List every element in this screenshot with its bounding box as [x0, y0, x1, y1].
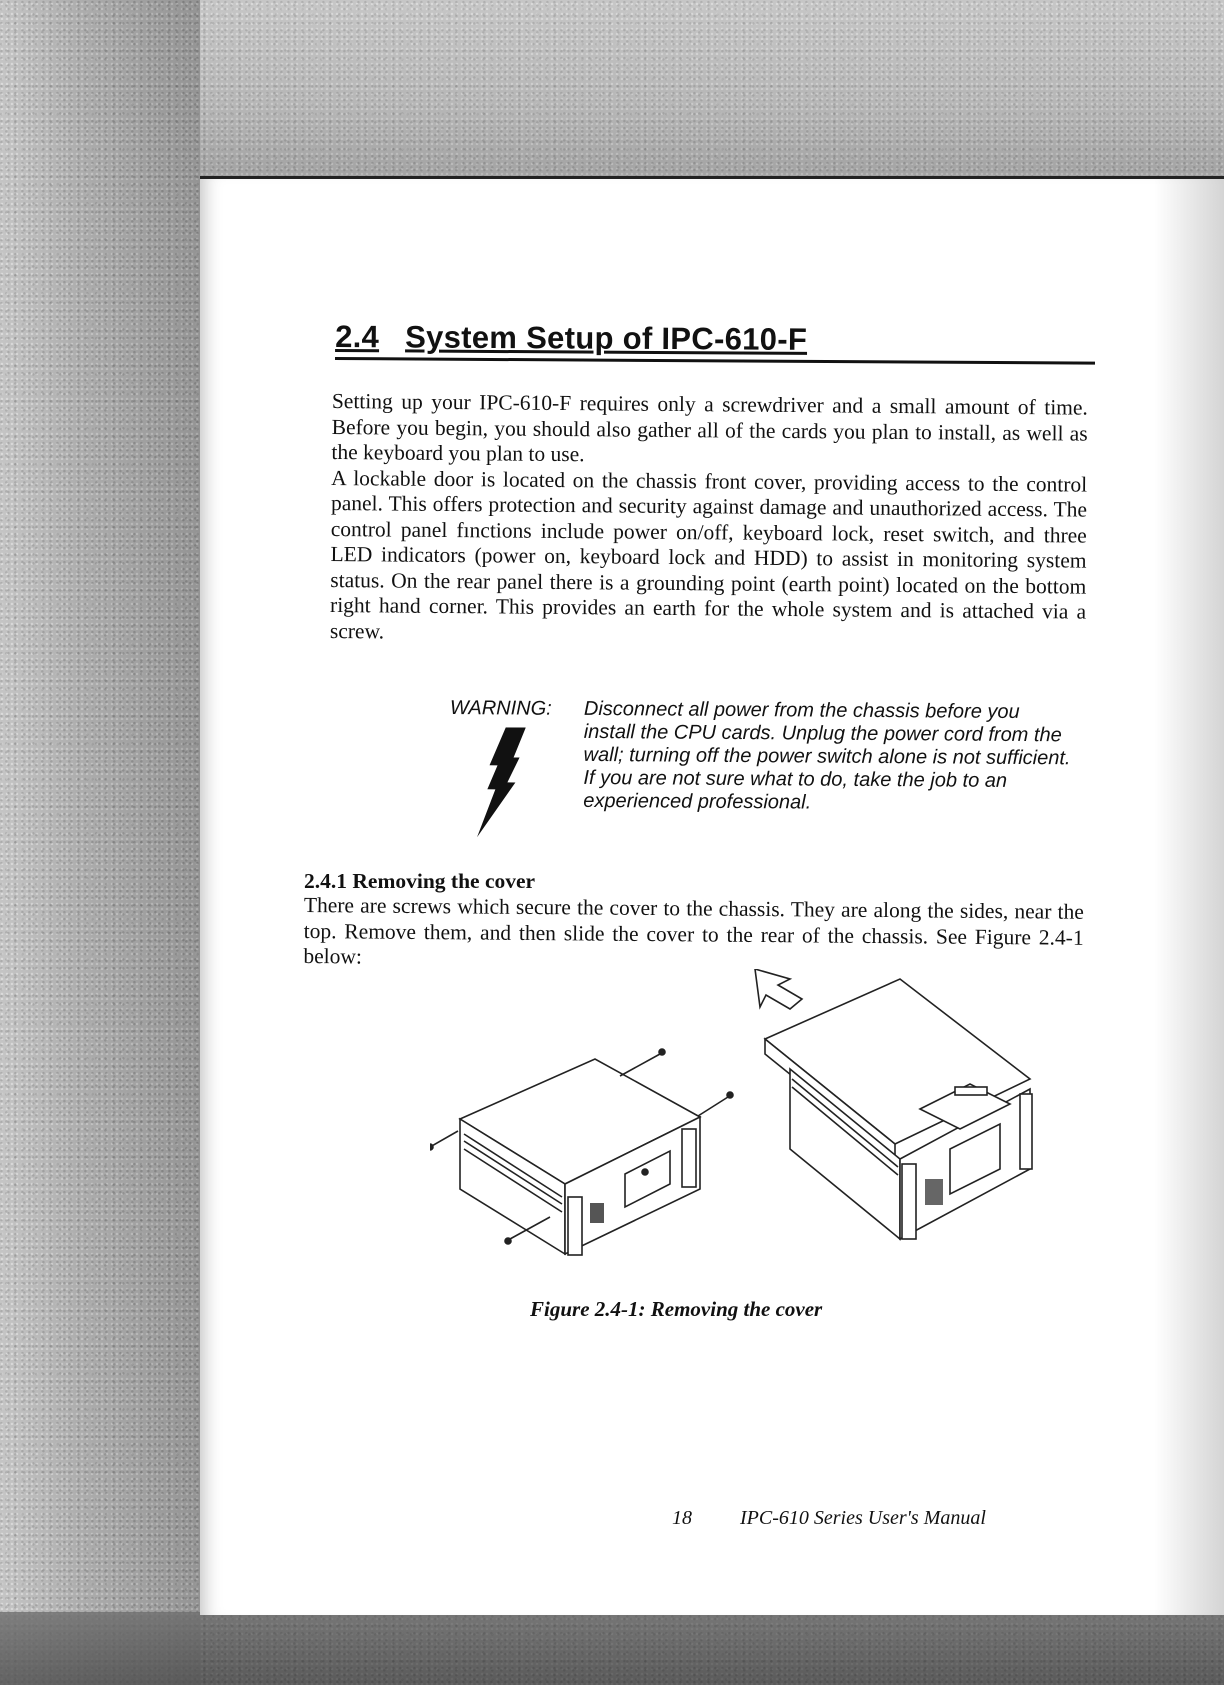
manual-page [200, 176, 1224, 1615]
intro-paragraph-2: A lockable door is located on the chassis front cover, providing access to the control panel. This offers protection and security against damage and unauthorized access. The control panel fınctions include power on/off, keyboard lock, reset switch, and three LED indicators (power on, keyboard lock and HDD) to assist in monitoring system status. On the rear panel there is a grounding point (earth point) located on the bottom right hand corner. This provides an earth for the whole system and is attached via a screw. [329, 465, 1088, 643]
lightning-bolt-icon [475, 727, 526, 837]
intro-text [330, 389, 1088, 651]
slide-direction-arrow [755, 969, 802, 1009]
scan-background-bottom [0, 1612, 1224, 1685]
intro-paragraph-1: Setting up your IPC-610-F requires only a screwdriver and a small amount of time. Before you begin, you should also gather all of the cards you plan to install, as well as the keyboard you plan to use. [331, 389, 1088, 467]
warning-box [449, 697, 1090, 814]
subsection-text [303, 893, 1084, 976]
section-number: 2.4 [335, 319, 380, 355]
page-edge-shadow [1154, 179, 1224, 1615]
chassis-illustration [430, 969, 1070, 1269]
figure-caption: Figure 2.4-1: Removing the cover [530, 1297, 823, 1321]
scan-background-left [0, 0, 200, 1685]
warning-label: WARNING: [449, 697, 552, 720]
warning-text: Disconnect all power from the chassis before you install the CPU cards. Unplug the power cord from the wall; turning off the power switch alone is not sufficient. If you are not sure what to do, take the job to an experienced professional. [583, 697, 1071, 814]
subsection-paragraph: There are screws which secure the cover to the chassis. They are along the sides, near the top. Remove them, and then slide the cover to the rear of the chassis. See Figure 2.4-1 below: [303, 893, 1084, 969]
figure-removing-cover [430, 969, 1070, 1269]
manual-title: IPC-610 Series User's Manual [740, 1507, 986, 1529]
section-title-text: System Setup of IPC-610-F [405, 319, 808, 357]
scan-background-top [200, 0, 1224, 178]
page-number: 18 [672, 1507, 692, 1529]
chassis-cover-sliding-drawing [765, 979, 1032, 1239]
subsection-heading: 2.4.1 Removing the cover [304, 869, 536, 893]
chassis-with-screws-drawing [430, 1049, 733, 1255]
section-title [335, 319, 1095, 365]
